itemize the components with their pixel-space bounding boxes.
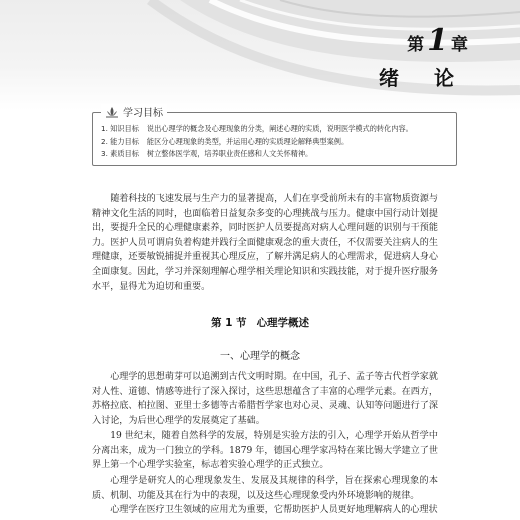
body-paragraph: 心理学在医疗卫生领域的应用尤为重要，它帮助医护人员更好地理解病人的心理状 [110,505,438,515]
objective-item [101,136,448,149]
objectives-heading-text: 学习目标 [123,108,163,119]
objective-item [101,123,448,136]
objective-desc: 说出心理学的概念及心理现象的分类，阐述心理的实质，说明医学模式的转化内容。 [146,124,413,133]
chapter-number [407,23,468,58]
chapter-number-digit: 1 [427,23,448,58]
body-paragraph: 心理学是研究人的心理现象发生、发展及其规律的科学，旨在探索心理现象的本质、机制、功能及其在行为中的表现，以及这些心理现象受内外环境影响的规律。 [92,476,438,501]
section-title: 心理学概述 [256,317,310,329]
objective-item [101,148,448,161]
lotus-icon [105,106,119,118]
chapter-prefix: 第 [407,35,425,55]
body-paragraph: 19 世纪末，随着自然科学的发展，特别是实验方法的引入，心理学开始从哲学中分离出来，成为一门独立的学科。1879 年，德国心理学家冯特在莱比锡大学建立了世界上第一个心理学实验室，标志着实验心理学的正式独立。 [92,431,438,471]
body-paragraph: 心理学的思想萌芽可以追溯到古代文明时期。在中国，孔子、孟子等古代哲学家就对人性、道德、情感等进行了深入探讨，这些思想蕴含了丰富的心理学元素。在西方，苏格拉底、柏拉图、亚里士多德等古希腊哲学家也对心灵、灵魂、认知等问题进行了深入讨论，为后世心理学的发展奠定了基础。 [92,372,438,426]
section-heading [0,315,520,330]
intro-paragraph: 随着科技的飞速发展与生产力的显著提高，人们在享受前所未有的丰富物质资源与精神文化生活的同时，也面临着日益复杂多变的心理挑战与压力。健康中国行动计划提出，要提升全民的心理健康素养，同时医护人员要提高对病人心理问题的识别与干预能力。医护人员可谓肩负着构建并践行全面健康观念的重大责任，不仅需要关注病人的生理健康，还要敏锐捕捉并重视其心理反应，了解并满足病人的心理需求，促进病人身心全面康复。因此，学习并深刻理解心理学相关理论知识和实践技能，对于提升医疗服务水平，显得尤为迫切和重要。 [92,194,438,292]
objective-name: 2. 能力目标 [101,136,139,146]
learning-objectives-box [92,108,457,166]
objectives-heading [101,104,167,119]
chapter-title: 绪 论 [379,66,468,90]
objective-desc: 能区分心理现象的类型，并运用心理的实质理论解释典型案例。 [146,136,349,146]
objective-name: 1. 知识目标 [101,124,139,133]
section-number: 第 1 节 [210,317,247,329]
subsection-heading: 一、心理学的概念 [220,351,300,362]
objective-name: 3. 素质目标 [101,149,139,158]
objective-desc: 树立整体医学观，培养职业责任感和人文关怀精神。 [146,149,313,158]
chapter-suffix: 章 [451,35,468,55]
